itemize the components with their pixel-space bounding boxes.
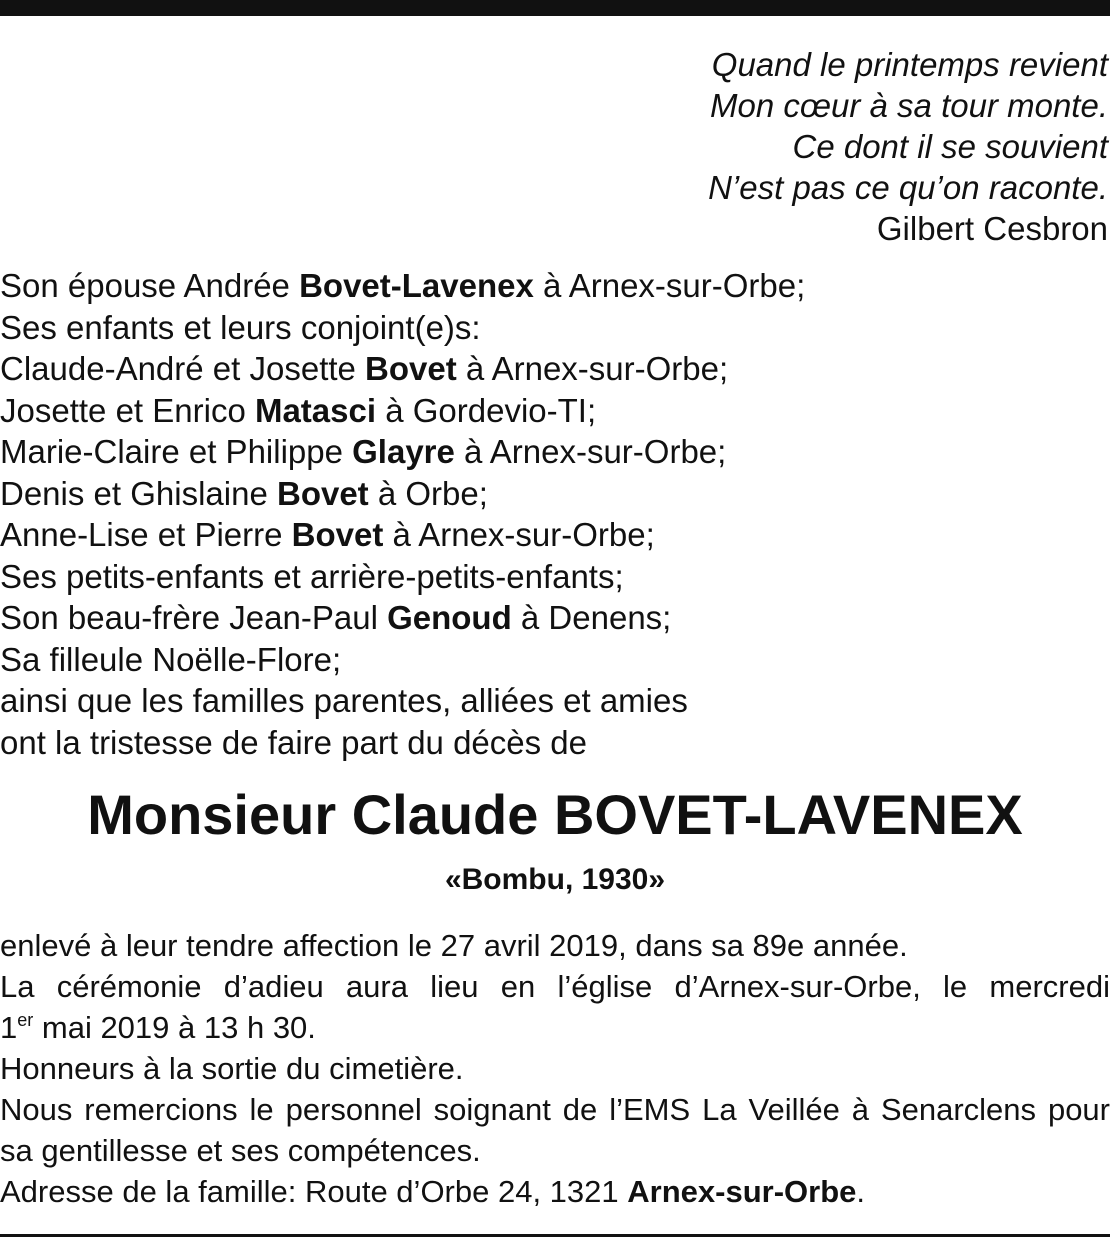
bottom-rule	[0, 1234, 1110, 1237]
poem-verse: Quand le printemps revient	[711, 46, 1108, 83]
poem-author: Gilbert Cesbron	[876, 210, 1108, 247]
top-rule	[0, 0, 1110, 16]
poem-verse: N’est pas ce qu’on raconte.	[708, 169, 1108, 206]
address-street: Adresse de la famille: Route d’Orbe 24, 1321	[0, 1174, 628, 1209]
goddaughter-line: Sa filleule Noëlle-Flore;	[0, 640, 342, 678]
brother-in-law-prefix: Son beau-frère Jean-Paul	[0, 599, 388, 636]
child-place: à Arnex-sur-Orbe;	[454, 433, 727, 470]
honours-line: Honneurs à la sortie du cimetière.	[0, 1051, 464, 1086]
closing-line: ont la tristesse de faire part du décès de	[0, 723, 588, 761]
funeral-details	[0, 925, 1110, 1212]
child-names: Claude-André et Josette	[0, 350, 366, 387]
brother-in-law-line	[0, 597, 805, 639]
child-place: à Arnex-sur-Orbe;	[456, 350, 729, 387]
child-names: Denis et Ghislaine	[0, 474, 277, 512]
epigraph-poem	[708, 44, 1108, 249]
child-line	[0, 348, 805, 390]
ceremony-time: mai 2019 à 13 h 30.	[33, 1010, 316, 1045]
spouse-surname: Bovet-Lavenex	[299, 267, 534, 304]
child-names: Anne-Lise et Pierre	[0, 516, 292, 553]
closing-line: ainsi que les familles parentes, alliées et amies	[0, 682, 688, 719]
child-line	[0, 390, 805, 432]
child-surname: Bovet	[276, 474, 369, 512]
thanks-line: sa gentillesse et ses compétences.	[0, 1133, 481, 1168]
deceased-name: Monsieur Claude BOVET-LAVENEX	[87, 783, 1023, 846]
child-line	[0, 514, 805, 556]
poem-verse: Ce dont il se souvient	[792, 128, 1108, 165]
child-surname: Glayre	[352, 433, 455, 470]
address-suffix: .	[856, 1174, 865, 1209]
poem-verse: Mon cœur à sa tour monte.	[710, 87, 1108, 124]
child-line	[0, 431, 805, 473]
children-intro: Ses enfants et leurs conjoint(e)s:	[0, 308, 481, 346]
grandchildren-line: Ses petits-enfants et arrière-petits-enfants;	[0, 557, 624, 595]
child-surname: Bovet	[365, 350, 457, 387]
child-surname: Bovet	[291, 516, 384, 553]
ceremony-day: 1	[0, 1010, 18, 1045]
child-line	[0, 473, 805, 515]
ceremony-line: La cérémonie d’adieu aura lieu en l’église d’Arnex-sur-Orbe, le mercredi	[0, 969, 1110, 1004]
ordinal-suffix: er	[17, 1010, 34, 1030]
child-surname: Matasci	[254, 391, 377, 429]
brother-in-law-place: à Denens;	[511, 599, 672, 636]
child-place: à Orbe;	[368, 474, 488, 512]
family-announcement	[0, 265, 805, 763]
ceremony-date	[0, 1007, 1110, 1048]
brother-in-law-surname: Genoud	[387, 599, 512, 636]
spouse-place: à Arnex-sur-Orbe;	[533, 267, 806, 304]
deceased-nickname: «Bombu, 1930»	[444, 863, 666, 896]
spouse-prefix: Son épouse Andrée	[0, 267, 300, 304]
child-place: à Gordevio-TI;	[376, 391, 597, 429]
family-address	[0, 1171, 1110, 1212]
address-locality: Arnex-sur-Orbe	[627, 1174, 857, 1209]
spouse-line	[0, 265, 805, 307]
child-names: Marie-Claire et Philippe	[0, 433, 353, 470]
thanks-line: Nous remercions le personnel soignant de l’EMS La Veillée à Senarclens pour	[0, 1092, 1110, 1127]
child-names: Josette et Enrico	[0, 391, 255, 429]
death-notice: enlevé à leur tendre affection le 27 avril 2019, dans sa 89e année.	[0, 928, 908, 963]
child-place: à Arnex-sur-Orbe;	[383, 516, 655, 553]
